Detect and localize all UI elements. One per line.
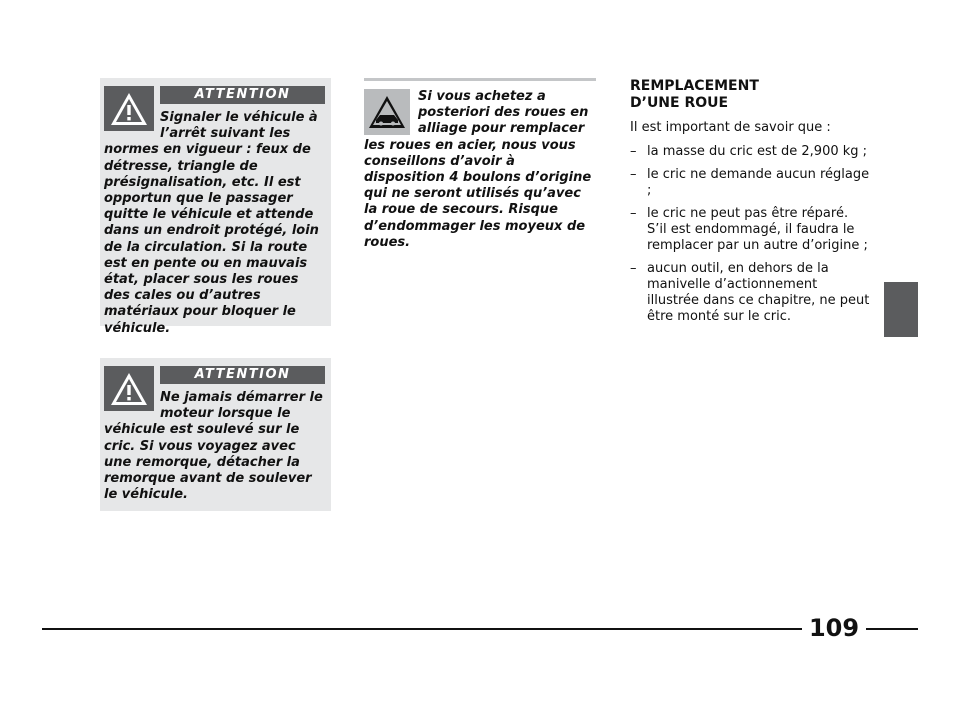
attention-banner: ATTENTION: [160, 86, 325, 104]
section-intro: Il est important de savoir que :: [630, 120, 831, 135]
note-text: Si vous achetez a posteriori des roues en alliage pour remplacer les roues en acier, nous vous conseillons d’avoir à disposition 4 boulons d’origine qui ne seront utilisés qu’avec la roue de secours. Risque d’endommager les moyeux de roues.: [364, 89, 592, 250]
warning-text: Signaler le véhicule à l’arrêt suivant les normes en vigueur : feux de détresse, triangle de présignalisation, etc. Il est opportun que le passager quitte le véhicule et attende dans un endroit protégé, loin de la circulation. Si la route est en pente ou en mauvais état, placer sous les roues des cales ou d’autres matériaux pour bloquer le véhicule.: [104, 110, 319, 336]
list-item: – aucun outil, en dehors de la manivelle d’actionnement illustrée dans ce chapitre, ne peut être monté sur le cric.: [630, 261, 870, 325]
warning-box-2: [100, 358, 331, 511]
attention-banner: ATTENTION: [160, 366, 325, 384]
warning-triangle-icon: [104, 86, 154, 131]
right-column: [630, 78, 870, 332]
list-item: – le cric ne demande aucun réglage ;: [630, 167, 870, 199]
chapter-tab: [884, 282, 918, 337]
warning-triangle-icon: [104, 366, 154, 411]
footer-rule-left: [42, 628, 802, 630]
footer-rule-right: [866, 628, 918, 630]
note-column: [364, 78, 596, 251]
section-title: [630, 78, 870, 112]
bullet-list: [630, 144, 870, 325]
section-title-line-1: REMPLACEMENT: [630, 78, 759, 94]
page-number: 109: [808, 614, 860, 642]
list-item: – la masse du cric est de 2,900 kg ;: [630, 144, 870, 160]
car-warning-icon: [364, 89, 410, 135]
section-title-line-2: D’UNE ROUE: [630, 95, 729, 111]
warning-box-1: [100, 78, 331, 336]
list-item: – le cric ne peut pas être réparé. S’il est endommagé, il faudra le remplacer par un autre d’origine ;: [630, 206, 870, 254]
warning-text: Ne jamais démarrer le moteur lorsque le véhicule est soulevé sur le cric. Si vous voyagez avec une remorque, détacher la remorque avant de soulever le véhicule.: [104, 390, 323, 503]
